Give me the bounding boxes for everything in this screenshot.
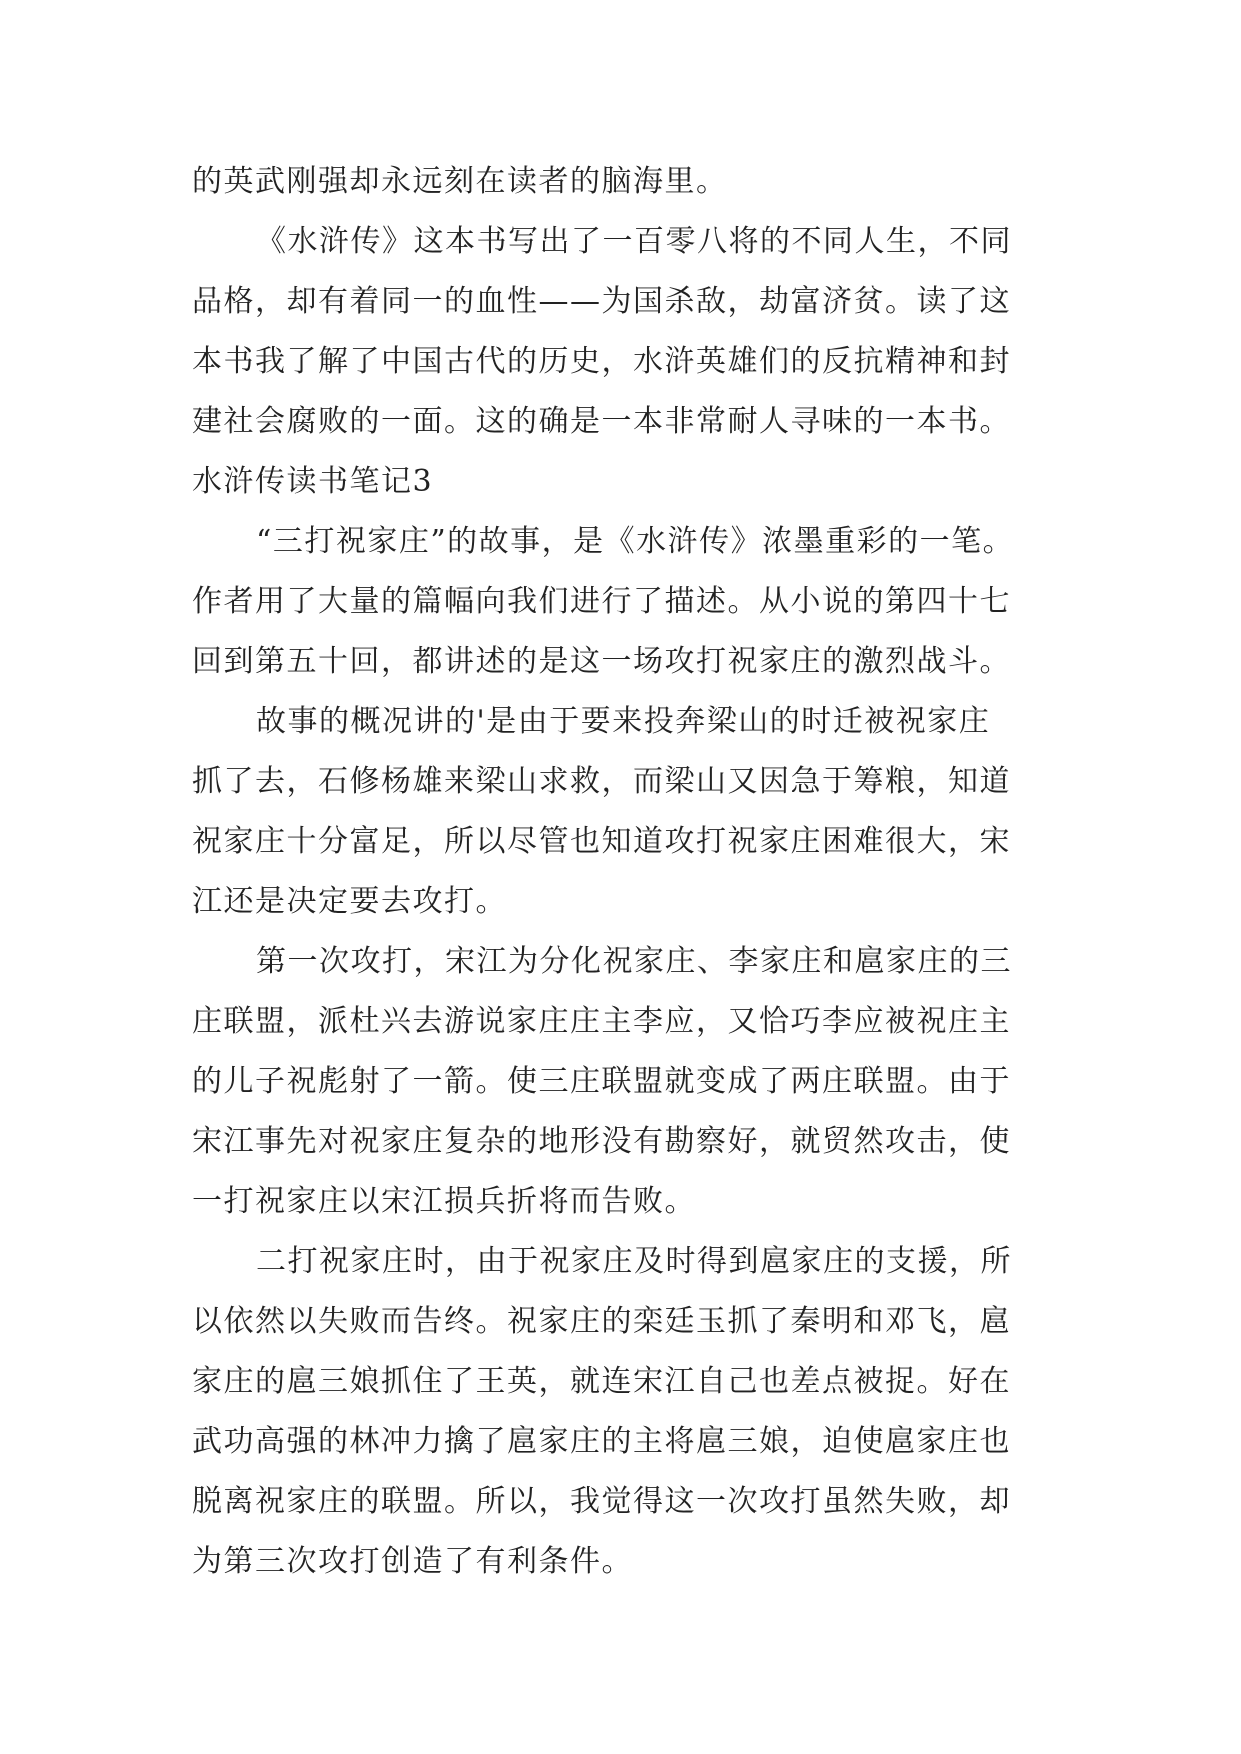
text-line: 江还是决定要去攻打。 — [192, 884, 507, 919]
paragraph-first-line: 第一次攻打，宋江为分化祝家庄、李家庄和扈家庄的三 — [256, 944, 1012, 979]
text-line: 家庄的扈三娘抓住了王英，就连宋江自己也差点被捉。好在 — [192, 1364, 1011, 1399]
paragraph-first-line: 故事的概况讲的'是由于要来投奔梁山的时迁被祝家庄 — [256, 704, 991, 739]
text-line: 为第三次攻打创造了有利条件。 — [192, 1544, 633, 1579]
text-line: 品格，却有着同一的血性——为国杀敌，劫富济贫。读了这 — [192, 284, 1011, 319]
text-line: 宋江事先对祝家庄复杂的地形没有勘察好，就贸然攻击，使 — [192, 1124, 1011, 1159]
text-line: 庄联盟，派杜兴去游说家庄庄主李应，又恰巧李应被祝庄主 — [192, 1004, 1011, 1039]
text-line: 武功高强的林冲力擒了扈家庄的主将扈三娘，迫使扈家庄也 — [192, 1424, 1011, 1459]
text-line: 脱离祝家庄的联盟。所以，我觉得这一次攻打虽然失败，却 — [192, 1484, 1011, 1519]
paragraph-first-line: 《水浒传》这本书写出了一百零八将的不同人生，不同 — [256, 224, 1012, 259]
text-line: 建社会腐败的一面。这的确是一本非常耐人寻味的一本书。 — [192, 404, 1011, 439]
text-line: 本书我了解了中国古代的历史，水浒英雄们的反抗精神和封 — [192, 344, 1011, 379]
text-line: 以依然以失败而告终。祝家庄的栾廷玉抓了秦明和邓飞，扈 — [192, 1304, 1011, 1339]
text-line: 的儿子祝彪射了一箭。使三庄联盟就变成了两庄联盟。由于 — [192, 1064, 1011, 1099]
text-line: 祝家庄十分富足，所以尽管也知道攻打祝家庄困难很大，宋 — [192, 824, 1011, 859]
text-line: 一打祝家庄以宋江损兵折将而告败。 — [192, 1184, 696, 1219]
text-line: 作者用了大量的篇幅向我们进行了描述。从小说的第四十七 — [192, 584, 1011, 619]
document-body — [192, 152, 1052, 1592]
paragraph-first-line: “三打祝家庄”的故事，是《水浒传》浓墨重彩的一笔。 — [256, 524, 1015, 559]
text-line: 抓了去，石修杨雄来梁山求救，而梁山又因急于筹粮，知道 — [192, 764, 1011, 799]
text-line: 的英武刚强却永远刻在读者的脑海里。 — [192, 164, 728, 199]
paragraph-first-line: 二打祝家庄时，由于祝家庄及时得到扈家庄的支援，所 — [256, 1244, 1012, 1279]
section-heading: 水浒传读书笔记3 — [192, 464, 434, 499]
text-line: 回到第五十回，都讲述的是这一场攻打祝家庄的激烈战斗。 — [192, 644, 1011, 679]
